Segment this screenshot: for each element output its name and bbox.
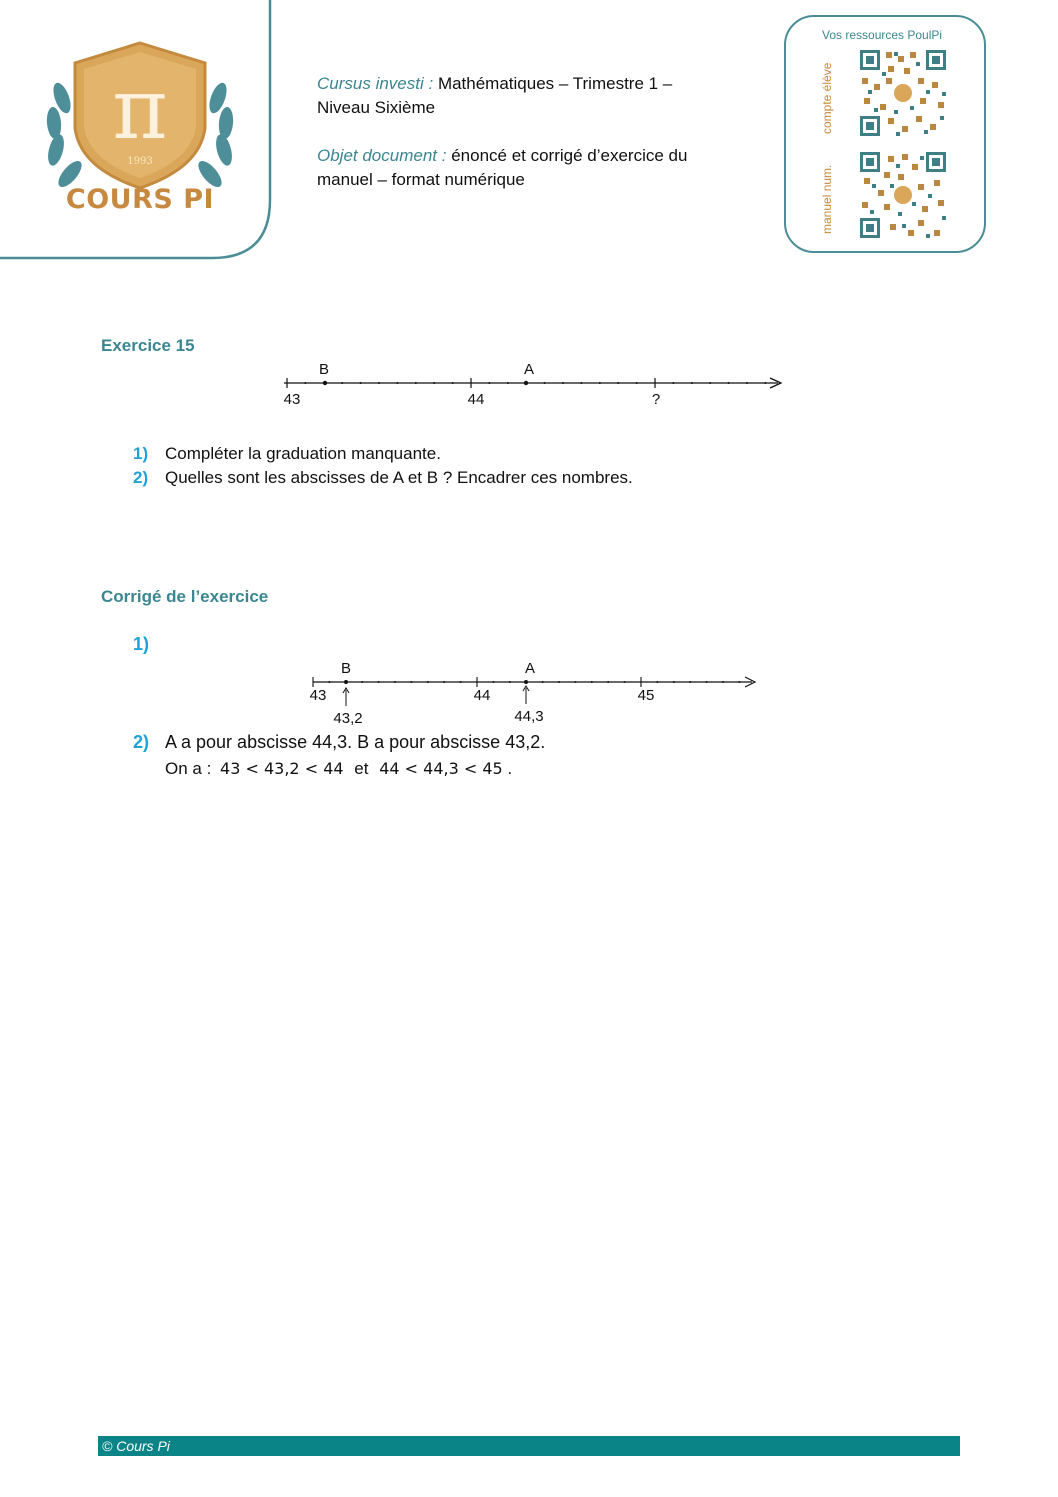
- exercise-number-line: [270, 356, 800, 412]
- on-a-prefix: On a :: [165, 759, 212, 778]
- correction-2: [133, 732, 545, 753]
- abscissa-a: 44,3: [514, 708, 544, 725]
- point-a: [524, 381, 528, 385]
- question-1-text: Compléter la graduation manquante.: [165, 444, 441, 463]
- question-2-num: 2): [133, 468, 149, 487]
- cursus-block: [317, 72, 747, 120]
- label-a: A: [523, 361, 535, 378]
- objet-block: [317, 144, 747, 192]
- qr-label-manual: manuel num.: [820, 164, 834, 234]
- inequality-b: 43 < 43,2 < 44: [220, 759, 344, 778]
- correction-2-line1: A a pour abscisse 44,3. B a pour abscisse 43,2.: [165, 732, 546, 752]
- corr-grad-43: 43: [309, 687, 327, 704]
- correction-2-num: 2): [133, 732, 150, 752]
- qr-code-student-icon[interactable]: [858, 48, 948, 138]
- footer-bar: [98, 1436, 960, 1456]
- corr-label-b: B: [340, 660, 352, 677]
- cursus-label: Cursus investi :: [317, 74, 434, 93]
- inequality-a: 44 < 44,3 < 45: [379, 759, 503, 778]
- correction-1-num: 1): [133, 634, 150, 654]
- objet-line1: énoncé et corrigé d’exercice du: [451, 146, 688, 165]
- objet-line2: manuel – format numérique: [317, 170, 525, 189]
- objet-label: Objet document :: [317, 146, 447, 165]
- abscissa-b: 43,2: [333, 710, 363, 727]
- question-2: [133, 468, 633, 488]
- grad-43: 43: [283, 391, 301, 408]
- point-b: [323, 381, 327, 385]
- corr-label-a: A: [524, 660, 536, 677]
- svg-text:π: π: [112, 60, 168, 158]
- cours-pi-logo: [40, 38, 240, 228]
- correction-number-line: [300, 656, 770, 730]
- logo-name: COURS PI: [65, 184, 215, 215]
- corr-grad-44: 44: [473, 687, 491, 704]
- resources-title: Vos ressources PoulPi: [822, 28, 943, 42]
- cursus-line2: Niveau Sixième: [317, 98, 436, 117]
- correction-title: Corrigé de l’exercice: [101, 587, 269, 606]
- logo-year: 1993: [127, 156, 153, 167]
- corr-grad-45: 45: [637, 687, 655, 704]
- label-b: B: [318, 361, 330, 378]
- cursus-line1: Mathématiques – Trimestre 1 –: [437, 74, 673, 93]
- footer-copyright: © Cours Pi: [102, 1438, 170, 1454]
- corr-point-a: [524, 680, 528, 684]
- corr-point-b: [344, 680, 348, 684]
- qr-code-manual-icon[interactable]: [858, 150, 948, 240]
- qr-label-student: compte élève: [820, 62, 834, 134]
- correction-1: [133, 634, 165, 655]
- grad-44: 44: [467, 391, 485, 408]
- exercise-title: Exercice 15: [101, 336, 195, 355]
- question-2-text: Quelles sont les abscisses de A et B ? Encadrer ces nombres.: [165, 468, 633, 487]
- inequality-join: et: [354, 759, 369, 778]
- inequality-end: .: [507, 759, 513, 778]
- correction-2-line2: [165, 759, 512, 779]
- question-1: [133, 444, 441, 464]
- question-1-num: 1): [133, 444, 149, 463]
- grad-unknown: ?: [651, 391, 661, 408]
